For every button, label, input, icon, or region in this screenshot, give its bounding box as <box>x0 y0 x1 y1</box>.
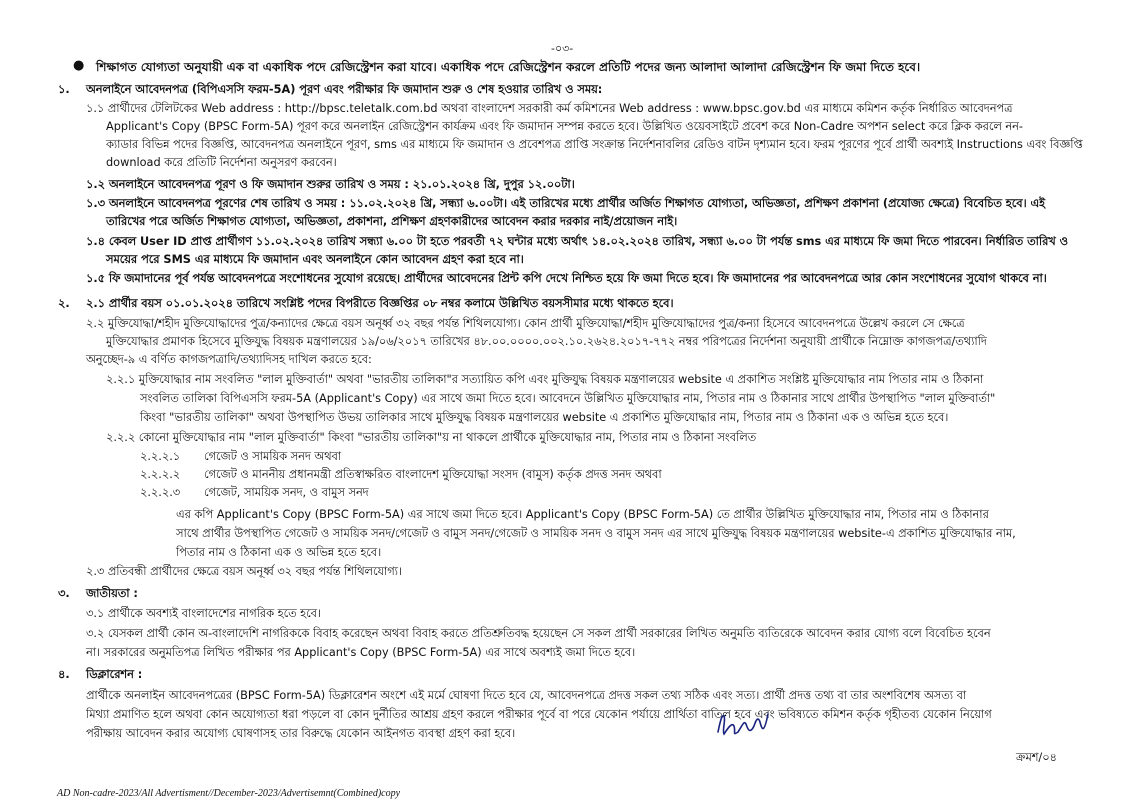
para-1-5: ১.৫ ফি জমাদানের পূর্ব পর্যন্ত আবেদনপত্রে সংশোধনের সুযোগ রয়েছে। প্রার্থীদের আবেদনের প্রিন্ট কপি দেখে নিশ্চিত হয়ে ফি জমা দিতে হবে। ফি জমাদানের পর আবেদনপত্রে আর কোন সংশোধনের সুযোগ থাকবে না। <box>86 272 1047 285</box>
declaration-line: মিথ্যা প্রমাণিত হলে অথবা কোন অযোগ্যতা ধরা পড়লে বা কোন দুর্নীতির আশ্রয় গ্রহণ করলে পরীক্ষার পূর্বে বা পরে যেকোন পর্যায়ে প্রার্থিতা বাতিল হবে এবং ভবিষ্যতে কমিশন কর্তৃক গৃহীতব্য যেকোন নিয়োগ <box>86 708 992 721</box>
declaration-line: পরীক্ষায় আবেদন করার অযোগ্য ঘোষণাসহ তার বিরুদ্ধে যেকোন আইনগত ব্যবস্থা গ্রহণ করা হবে। <box>86 727 516 740</box>
para-2-2-line: ২.২ মুক্তিযোদ্ধা/শহীদ মুক্তিযোদ্ধাদের পুত্র/কন্যাদের ক্ষেত্রে বয়স অনূর্ধ্ব ৩২ বছর পর্যন্ত শিথিলযোগ্য। কোন প্রার্থী মুক্তিযোদ্ধা/শহীদ মুক্তিযোদ্ধাদের পুত্র/কন্যা হিসেবে আবেদনপত্রে উল্লেখ করলে সে ক্ষেত্রে <box>86 317 965 330</box>
footer-file-path: AD Non-cadre-2023/All Advertisment//December-2023/Advertisemnt(Combined)copy <box>57 788 401 799</box>
para-2-2-line: অনুচ্ছেদ-৯ এ বর্ণিত কাগজপত্রাদি/তথ্যাদিসহ দাখিল করতে হবে: <box>86 353 372 366</box>
continued-label: ক্রমশ/০৪ <box>1016 751 1057 764</box>
para-3-1: ৩.১ প্রার্থীকে অবশ্যই বাংলাদেশের নাগরিক হতে হবে। <box>86 607 321 620</box>
para-3-2-line: ৩.২ যেসকল প্রার্থী কোন অ-বাংলাদেশি নাগরিককে বিবাহ করেছেন অথবা বিবাহ করতে প্রতিশ্রুতিবদ্ধ হয়েছেন সে সকল প্রার্থী সরকারের লিখিত অনুমতি ব্যতিরেকে আবেদন করার যোগ্য বলে বিবেচিত হবেন <box>86 627 991 640</box>
para-2-2-1-line: সংবলিত তালিকা বিপিএসসি ফরম-5A (Applicant's Copy) এর সাথে জমা দিতে হবে। আবেদনে উল্লিখিত মুক্তিযোদ্ধার নাম, পিতার নাম ও ঠিকানার সাথে প্রার্থীর উপস্থাপিত "লাল মুক্তিবার্তা" <box>140 392 996 405</box>
para-1-1-line: ১.১ প্রার্থীদের টেলিটকের Web address : http://bpsc.teletalk.com.bd অথবা বাংলাদেশ সরকারী কর্ম কমিশনের Web address : www.bpsc.gov.bd এর মাধ্যমে কমিশন কর্তৃক নির্ধারিত আবেদনপত্র <box>86 102 1013 115</box>
para-1-3-line: তারিখের পরে অর্জিত শিক্ষাগত যোগ্যতা, অভিজ্ঞতা, প্রকাশনা, প্রশিক্ষণ গ্রহণকারীদের আবেদন করার দরকার নাই/প্রয়োজন নাই। <box>106 215 678 228</box>
section-4-title: ডিক্লারেশন : <box>86 668 143 681</box>
sub-item-number: ২.২.২.২ <box>140 468 181 481</box>
para-1-4-line: সময়ের পরে SMS এর মাধ্যমে ফি জমাদান এবং অনলাইনে কোন আবেদন গ্রহণ করা হবে না। <box>106 253 524 266</box>
sub-item-number: ২.২.২.৩ <box>140 486 181 499</box>
para-2-2-1-line: কিংবা "ভারতীয় তালিকা" অথবা উপস্থাপিত উভয় তালিকার সাথে মুক্তিযুদ্ধ বিষয়ক মন্ত্রণালয়ের website এ প্রকাশিত মুক্তিযোদ্ধার নাম, পিতার নাম ও ঠিকানা এক ও অভিন্ন হতে হবে। <box>140 411 949 424</box>
section-2-number: ২. <box>58 297 70 310</box>
para-2-2-2-tail-line: পিতার নাম ও ঠিকানা এক ও অভিন্ন হতে হবে। <box>176 546 382 559</box>
para-1-2: ১.২ অনলাইনে আবেদনপত্র পূরণ ও ফি জমাদান শুরুর তারিখ ও সময় : ২১.০১.২০২৪ খ্রি, দুপুর ১২.০০টা। <box>86 178 575 191</box>
para-2-2-line: মুক্তিযোদ্ধার প্রমাণক হিসেবে মুক্তিযুদ্ধ বিষয়ক মন্ত্রণালয়ের ১৯/০৬/২০১৭ তারিখের ৪৮.০০.০০০০.০০২.১০.২৬২৪.২০১৭-৭৭২ নম্বর পরিপত্রের নির্দেশনা অনুযায়ী প্রার্থীকে নিম্নোক্ত কাগজপত্র/তথ্যাদি <box>106 335 987 348</box>
intro-note: শিক্ষাগত যোগ্যতা অনুযায়ী এক বা একাধিক পদে রেজিস্ট্রেশন করা যাবে। একাধিক পদে রেজিস্ট্রেশন করলে প্রতিটি পদের জন্য আলাদা আলাদা রেজিস্ট্রেশন ফি জমা দিতে হবে। <box>96 60 921 74</box>
sub-item-number: ২.২.২.১ <box>140 450 181 463</box>
para-3-2-line: না। সরকারের অনুমতিপত্র লিখিত পরীক্ষার পর Applicant's Copy (BPSC Form-5A) এর সাথে অবশ্যই জমা দিতে হবে। <box>86 646 636 659</box>
para-1-1-line: download করে প্রতিটি নির্দেশনা অনুসরণ করবেন। <box>106 156 337 169</box>
page-number: -০৩- <box>551 42 574 55</box>
bullet-icon: ● <box>73 58 85 73</box>
para-1-3-line: ১.৩ অনলাইনে আবেদনপত্র পূরণের শেষ তারিখ ও সময় : ১১.০২.২০২৪ খ্রি, সন্ধ্যা ৬.০০টা। এই তারিখের মধ্যে প্রার্থীর অর্জিত শিক্ষাগত যোগ্যতা, অভিজ্ঞতা, প্রশিক্ষণ প্রকাশনা (প্রযোজ্য ক্ষেত্রে) বিবেচিত হবে। এই <box>86 197 1046 210</box>
para-1-1-line: ক্যাডার বিভিন্ন পদের বিজ্ঞপ্তি, আবেদনপত্র অনলাইনে পূরণ, sms এর মাধ্যমে ফি জমাদান ও প্রবেশপত্র প্রাপ্তি সংক্রান্ত নির্দেশনাবলির রেডিও বাটন দৃশ্যমান হবে। ফরম পূরণের পূর্বে প্রার্থী অবশ্যই Instructions এবং বিজ্ঞপ্তি <box>106 138 1083 151</box>
section-1-number: ১. <box>58 83 70 96</box>
section-3-title: জাতীয়তা : <box>86 587 138 600</box>
signature-icon <box>712 708 772 742</box>
sub-item-text: গেজেট ও মাননীয় প্রধানমন্ত্রী প্রতিস্বাক্ষরিত বাংলাদেশ মুক্তিযোদ্ধা সংসদ (বামুস) কর্তৃক প্রদত্ত সনদ অথবা <box>204 468 662 481</box>
para-2-2-2-tail-line: এর কপি Applicant's Copy (BPSC Form-5A) এর সাথে জমা দিতে হবে। Applicant's Copy (BPSC Form-5A) তে প্রার্থীর উল্লিখিত মুক্তিযোদ্ধার নাম, পিতার নাম ও ঠিকানার <box>176 508 989 521</box>
declaration-line: প্রার্থীকে অনলাইন আবেদনপত্রের (BPSC Form-5A) ডিক্লারেশন অংশে এই মর্মে ঘোষণা দিতে হবে যে, আবেদনপত্রে প্রদত্ত সকল তথ্য সঠিক এবং সত্য। প্রার্থী প্রদত্ত তথ্য বা তার অংশবিশেষ অসত্য বা <box>86 689 967 702</box>
section-1-title: অনলাইনে আবেদনপত্র (বিপিএসসি ফরম-5A) পূরণ এবং পরীক্ষার ফি জমাদান শুরু ও শেষ হওয়ার তারিখ ও সময়: <box>86 83 603 96</box>
section-4-number: ৪. <box>58 668 70 681</box>
para-1-1-line: Applicant's Copy (BPSC Form-5A) পূরণ করে অনলাইন রেজিস্ট্রেশন কার্যক্রম এবং ফি জমাদান সম্পন্ন করতে হবে। উল্লিখিত ওয়েবসাইটে প্রবেশ করে Non-Cadre অপশন select করে ক্লিক করলে নন- <box>106 120 1023 133</box>
para-2-2-1-line: ২.২.১ মুক্তিযোদ্ধার নাম সংবলিত "লাল মুক্তিবার্তা" অথবা "ভারতীয় তালিকা"র সত্যায়িত কপি এবং মুক্তিযুদ্ধ বিষয়ক মন্ত্রণালয়ের website এ প্রকাশিত সংশ্লিষ্ট মুক্তিযোদ্ধার নাম পিতার নাম ও ঠিকানা <box>106 373 984 386</box>
para-2-3: ২.৩ প্রতিবন্ধী প্রার্থীদের ক্ষেত্রে বয়স অনূর্ধ্ব ৩২ বছর পর্যন্ত শিথিলযোগ্য। <box>86 565 402 578</box>
sub-item-text: গেজেট, সাময়িক সনদ, ও বামুস সনদ <box>204 486 369 499</box>
para-2-2-2-tail-line: সাথে প্রার্থীর উপস্থাপিত গেজেট ও সাময়িক সনদ/গেজেট ও বামুস সনদ/গেজেট ও সাময়িক সনদ ও বামুস সনদ এর সাথে মুক্তিযুদ্ধ বিষয়ক মন্ত্রণালয়ের website-এ প্রকাশিত মুক্তিযোদ্ধার নাম, <box>176 527 1016 540</box>
sub-item-text: গেজেট ও সাময়িক সনদ অথবা <box>204 450 342 463</box>
para-2-1: ২.১ প্রার্থীর বয়স ০১.০১.২০২৪ তারিখে সংশ্লিষ্ট পদের বিপরীতে বিজ্ঞপ্তির ০৮ নম্বর কলামে উল্লিখিত বয়সসীমার মধ্যে থাকতে হবে। <box>86 297 674 310</box>
section-3-number: ৩. <box>58 587 70 600</box>
para-2-2-2: ২.২.২ কোনো মুক্তিযোদ্ধার নাম "লাল মুক্তিবার্তা" কিংবা "ভারতীয় তালিকা"য় না থাকলে প্রার্থীকে মুক্তিযোদ্ধার নাম, পিতার নাম ও ঠিকানা সংবলিত <box>106 431 757 444</box>
para-1-4-line: ১.৪ কেবল User ID প্রাপ্ত প্রার্থীগণ ১১.০২.২০২৪ তারিখ সন্ধ্যা ৬.০০ টা হতে পরবর্তী ৭২ ঘন্টার মধ্যে অর্থাৎ ১৪.০২.২০২৪ তারিখ, সন্ধ্যা ৬.০০ টা পর্যন্ত sms এর মাধ্যমে ফি জমা দিতে পারবেন। নির্ধারিত তারিখ ও <box>86 235 1068 248</box>
